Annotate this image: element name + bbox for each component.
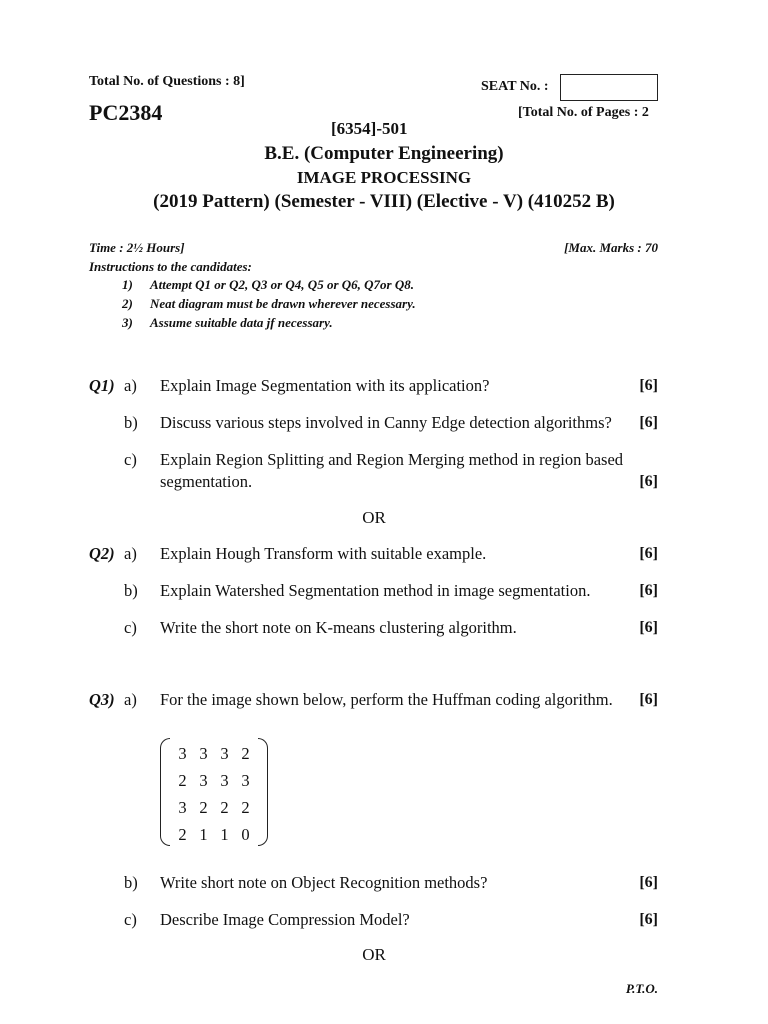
matrix-cell: 3	[220, 744, 229, 763]
question-text-continued: segmentation.	[160, 472, 253, 491]
matrix-cell: 2	[220, 798, 229, 817]
sub-label: b)	[124, 581, 138, 600]
marks: [6]	[639, 874, 658, 891]
sub-label: c)	[124, 450, 137, 469]
marks: [6]	[639, 473, 658, 490]
marks: [6]	[639, 582, 658, 599]
instruction-text: Assume suitable data jf necessary.	[150, 315, 333, 330]
question-text: Write short note on Object Recognition methods?	[160, 873, 488, 892]
right-parenthesis	[258, 738, 268, 846]
instruction-num: 3)	[122, 315, 133, 330]
pattern-title: (2019 Pattern) (Semester - VIII) (Elective - V) (410252 B)	[153, 191, 615, 212]
question-text: Explain Watershed Segmentation method in image segmentation.	[160, 581, 591, 600]
max-marks: [Max. Marks : 70	[564, 240, 658, 255]
sub-label: b)	[124, 873, 138, 892]
or-separator: OR	[362, 508, 386, 527]
marks: [6]	[639, 911, 658, 928]
exam-code: [6354]-501	[331, 119, 408, 138]
sub-label: a)	[124, 690, 137, 709]
question-text: Discuss various steps involved in Canny Edge detection algorithms?	[160, 413, 612, 432]
matrix-cell: 0	[241, 825, 250, 844]
question-text: Explain Region Splitting and Region Merging method in region based	[160, 450, 624, 469]
sub-label: c)	[124, 618, 137, 637]
time-label: Time : 2½ Hours]	[89, 240, 185, 255]
matrix-cell: 3	[178, 798, 187, 817]
instruction-num: 1)	[122, 277, 133, 292]
matrix-cell: 3	[241, 771, 250, 790]
matrix-cell: 3	[199, 771, 208, 790]
marks: [6]	[639, 691, 658, 708]
seat-label: SEAT No. :	[481, 79, 549, 94]
total-questions: Total No. of Questions : 8]	[89, 74, 245, 89]
question-number: Q2)	[89, 544, 115, 563]
question-text: Describe Image Compression Model?	[160, 910, 410, 929]
seat-number-box	[560, 74, 658, 101]
matrix-cell: 3	[199, 744, 208, 763]
marks: [6]	[639, 545, 658, 562]
marks: [6]	[639, 414, 658, 431]
paper-code: PC2384	[89, 100, 163, 125]
matrix-cell: 2	[241, 798, 250, 817]
or-separator: OR	[362, 945, 386, 964]
question-text: Explain Hough Transform with suitable example.	[160, 544, 487, 563]
degree-title: B.E. (Computer Engineering)	[264, 143, 504, 164]
instruction-num: 2)	[122, 296, 133, 311]
instructions-title: Instructions to the candidates:	[89, 259, 252, 274]
sub-label: b)	[124, 413, 138, 432]
question-text: Write the short note on K-means clustering algorithm.	[160, 618, 517, 637]
matrix-cell: 3	[178, 744, 187, 763]
sub-label: a)	[124, 376, 137, 395]
instruction-text: Neat diagram must be drawn wherever necessary.	[150, 296, 416, 311]
total-pages: [Total No. of Pages : 2	[518, 105, 649, 120]
image-matrix	[160, 738, 268, 848]
marks: [6]	[639, 377, 658, 394]
sub-label: c)	[124, 910, 137, 929]
matrix-cell: 1	[199, 825, 208, 844]
matrix-cell: 2	[241, 744, 250, 763]
subject-title: IMAGE PROCESSING	[296, 168, 472, 187]
question-number: Q1)	[89, 376, 115, 395]
question-text: Explain Image Segmentation with its application?	[160, 376, 490, 395]
matrix-grid	[172, 740, 256, 848]
question-text: For the image shown below, perform the Huffman coding algorithm.	[160, 690, 613, 709]
pto-footer: P.T.O.	[625, 981, 658, 996]
matrix-cell: 1	[220, 825, 229, 844]
left-parenthesis	[160, 738, 170, 846]
matrix-cell: 3	[220, 771, 229, 790]
question-number: Q3)	[89, 690, 115, 709]
matrix-cell: 2	[199, 798, 208, 817]
matrix-cell: 2	[178, 825, 187, 844]
matrix-cell: 2	[178, 771, 187, 790]
sub-label: a)	[124, 544, 137, 563]
marks: [6]	[639, 619, 658, 636]
instruction-text: Attempt Q1 or Q2, Q3 or Q4, Q5 or Q6, Q7or Q8.	[150, 277, 414, 292]
